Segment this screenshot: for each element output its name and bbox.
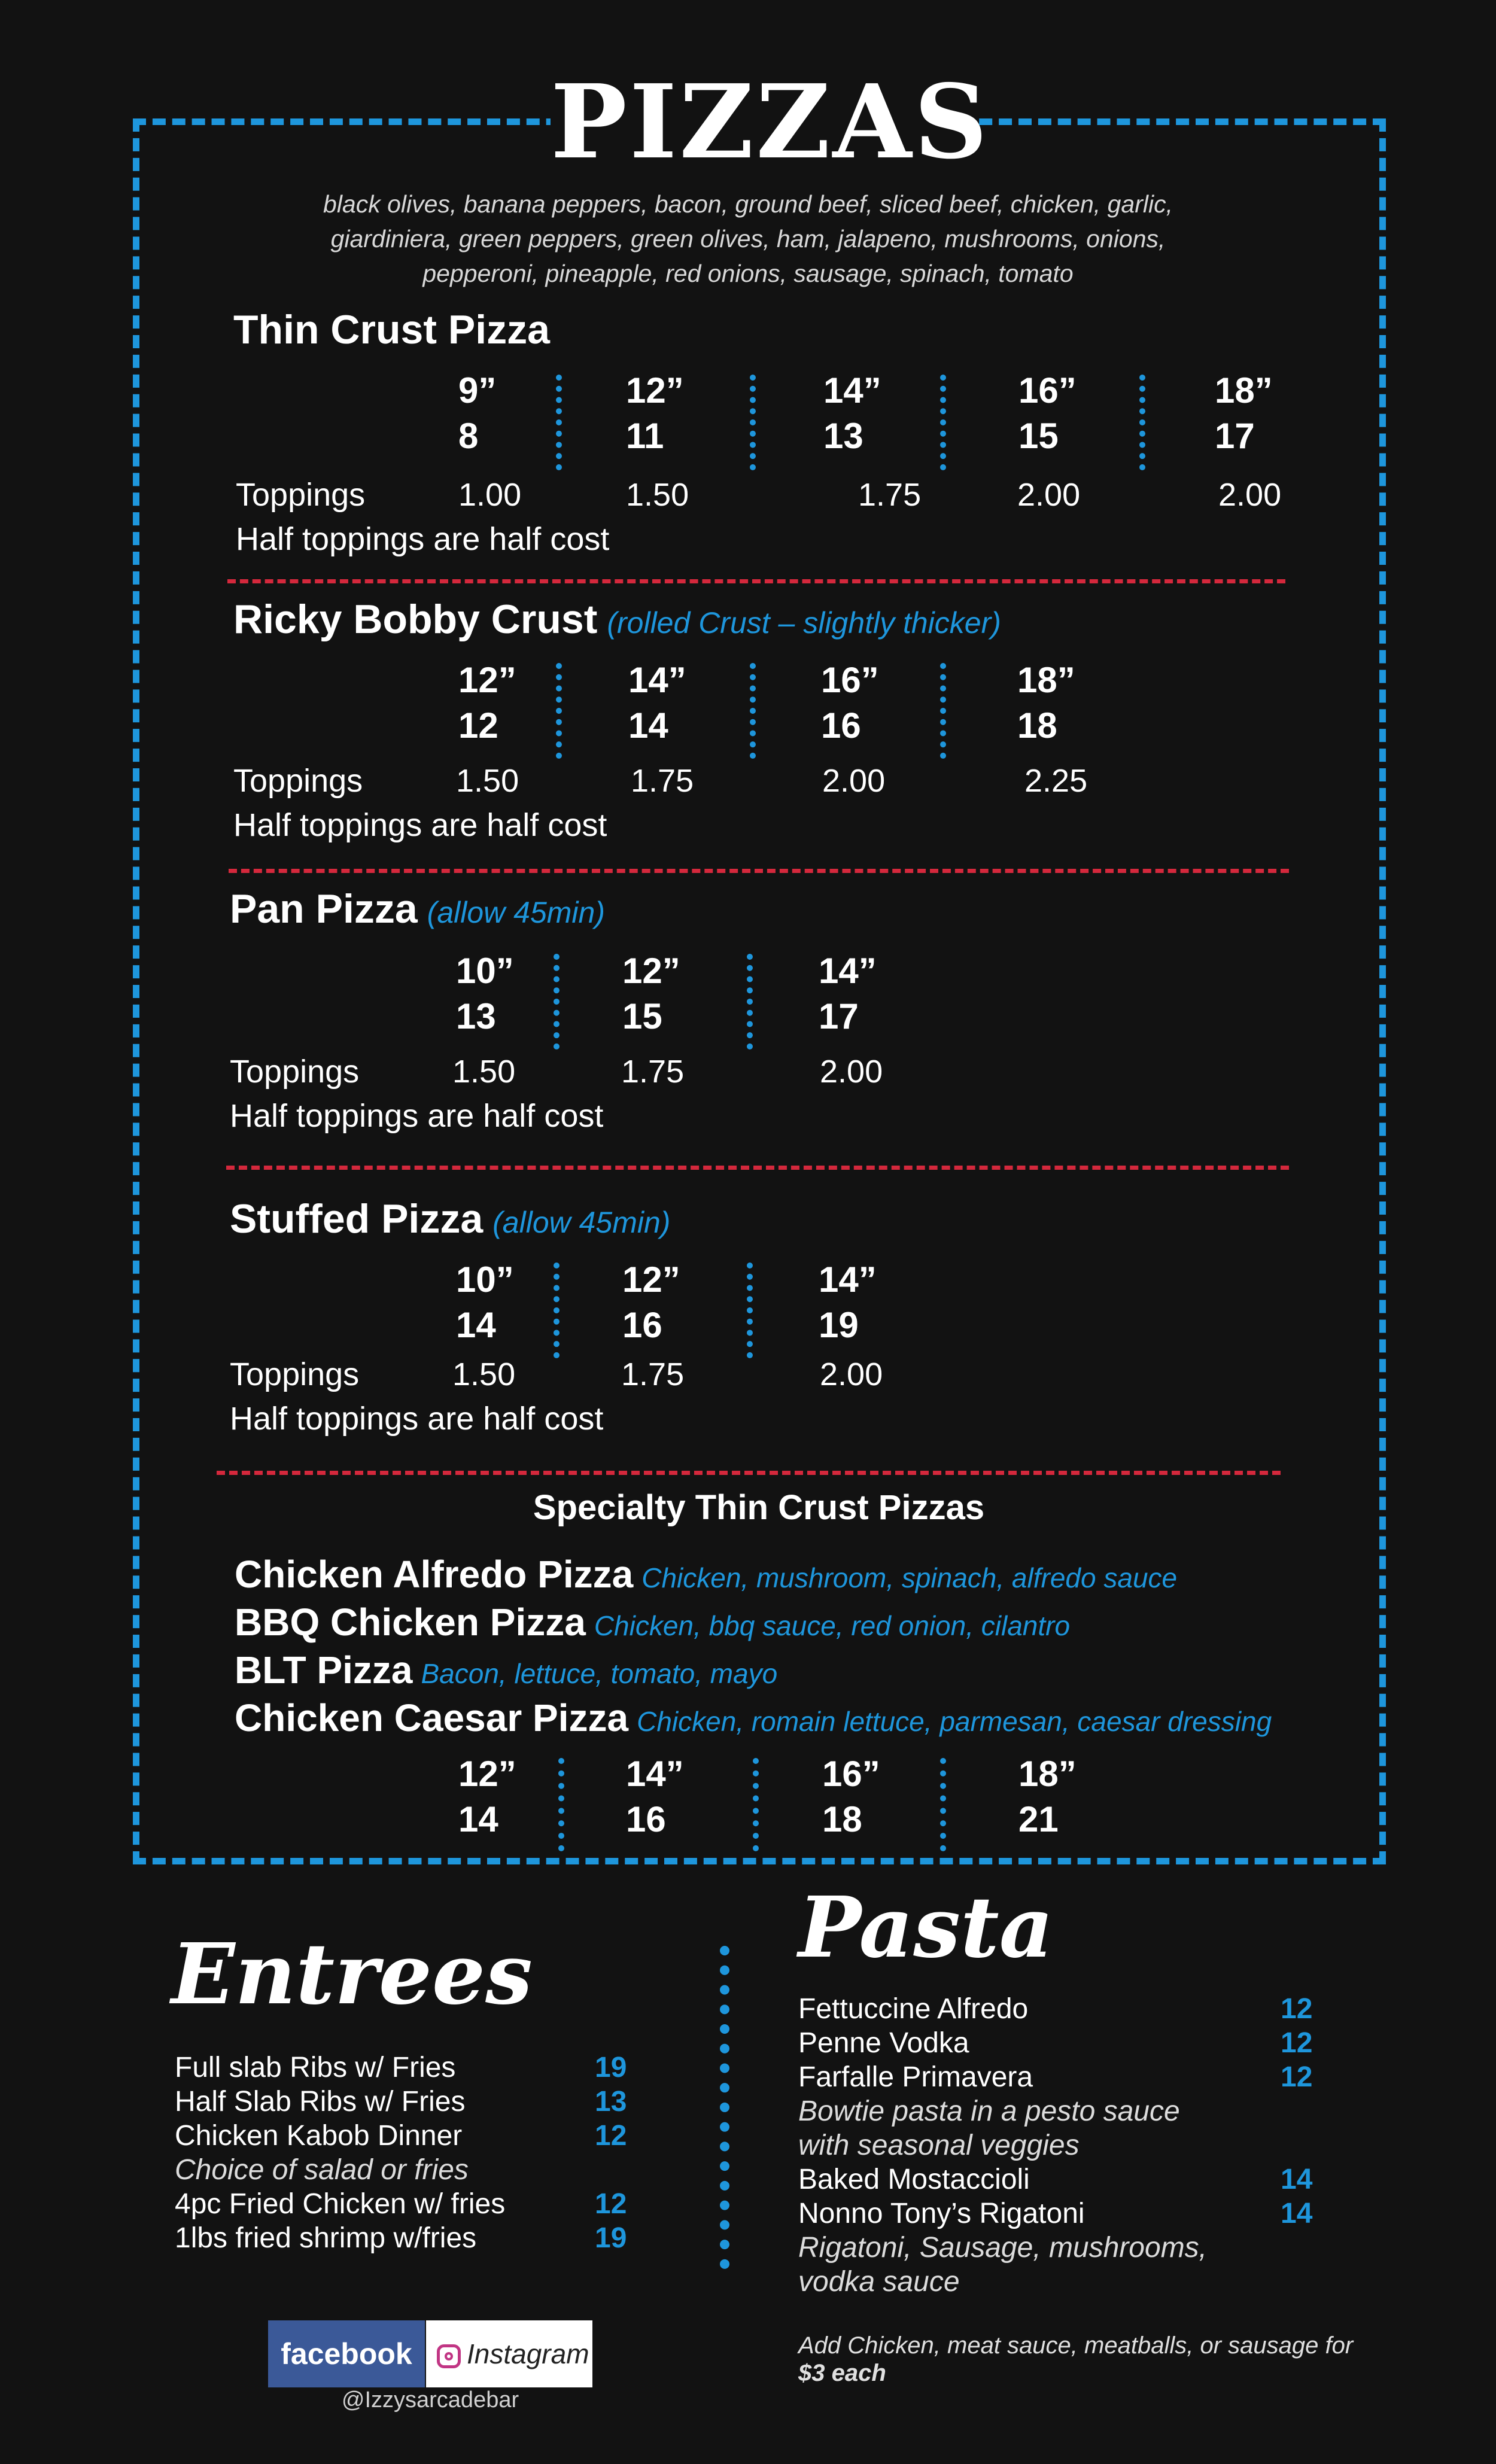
- entree-item: Full slab Ribs w/ Fries: [175, 2052, 456, 2083]
- addon-text: Add Chicken, meat sauce, meatballs, or sausage for: [798, 2332, 1354, 2359]
- pasta-item: Farfalle Primavera: [798, 2061, 1033, 2093]
- size-label: 16”: [821, 660, 879, 700]
- column-divider: [556, 375, 562, 470]
- section-note: (allow 45min): [492, 1206, 671, 1239]
- size-label: 14”: [819, 1260, 877, 1300]
- pasta-item: Baked Mostaccioli: [798, 2164, 1030, 2195]
- price-value: 18: [822, 1799, 862, 1839]
- column-divider: [940, 1758, 946, 1851]
- section-divider: [217, 1471, 1281, 1475]
- pasta-item: Nonno Tony’s Rigatoni: [798, 2198, 1085, 2229]
- price-value: 16: [622, 1305, 662, 1345]
- specialty-item: BLT Pizza Bacon, lettuce, tomato, mayo: [235, 1648, 778, 1692]
- price-value: 14: [628, 705, 668, 746]
- topping-price: 2.00: [820, 1356, 883, 1392]
- size-label: 18”: [1018, 1754, 1077, 1794]
- price-value: 13: [823, 416, 863, 456]
- size-label: 10”: [456, 1260, 514, 1300]
- toppings-label: Toppings: [230, 1054, 360, 1090]
- price-value: 15: [1018, 416, 1059, 456]
- price-value: 11: [626, 416, 664, 456]
- topping-price: 1.50: [626, 477, 689, 513]
- pasta-title: Pasta: [798, 1879, 1054, 1977]
- section-note: (allow 45min): [427, 896, 605, 929]
- pasta-item: Fettuccine Alfredo: [798, 1993, 1029, 2025]
- section-title-stuffed: Stuffed Pizza (allow 45min): [230, 1196, 671, 1242]
- specialty-desc: Chicken, bbq sauce, red onion, cilantro: [594, 1610, 1071, 1641]
- price-value: 14: [456, 1305, 496, 1345]
- section-divider: [227, 579, 1285, 583]
- entree-note: Choice of salad or fries: [175, 2154, 469, 2186]
- topping-price: 1.75: [621, 1356, 685, 1392]
- price-value: 16: [821, 705, 861, 746]
- price-value: 18: [1017, 705, 1057, 746]
- column-divider: [1139, 375, 1145, 470]
- price-value: 8: [458, 416, 479, 456]
- toppings-label: Toppings: [230, 1356, 360, 1392]
- specialty-item: Chicken Caesar Pizza Chicken, romain lettuce, parmesan, caesar dressing: [235, 1696, 1272, 1739]
- size-label: 16”: [1018, 370, 1077, 410]
- topping-price: 1.50: [452, 1356, 516, 1392]
- topping-price: 2.00: [1017, 477, 1081, 513]
- price-value: 21: [1018, 1799, 1059, 1839]
- pasta-price: 12: [1281, 2027, 1313, 2059]
- toppings-line: giardiniera, green peppers, green olives, ham, jalapeno, mushrooms, onions,: [330, 225, 1166, 253]
- entree-item: Chicken Kabob Dinner: [175, 2120, 463, 2152]
- toppings-label: Toppings: [233, 763, 363, 799]
- toppings-list: [281, 187, 1215, 291]
- entree-item: 4pc Fried Chicken w/ fries: [175, 2188, 506, 2220]
- size-label: 9”: [458, 370, 497, 410]
- page-title: PIZZAS: [551, 62, 990, 182]
- column-divider: [558, 1758, 564, 1851]
- half-toppings-note: Half toppings are half cost: [233, 807, 607, 843]
- price-value: 12: [458, 705, 498, 746]
- section-title-pan: Pan Pizza (allow 45min): [230, 886, 605, 932]
- entree-item: Half Slab Ribs w/ Fries: [175, 2086, 466, 2118]
- entree-item: 1lbs fried shrimp w/fries: [175, 2222, 477, 2254]
- half-toppings-note: Half toppings are half cost: [230, 1098, 604, 1134]
- entree-price: 12: [595, 2188, 627, 2220]
- half-toppings-note: Half toppings are half cost: [236, 521, 610, 557]
- specialty-desc: Chicken, mushroom, spinach, alfredo sauce: [641, 1562, 1178, 1593]
- section-title-ricky-bobby: Ricky Bobby Crust (rolled Crust – slightly thicker): [233, 597, 1001, 642]
- entree-price: 12: [595, 2120, 627, 2152]
- size-label: 14”: [819, 951, 877, 991]
- column-divider: [747, 954, 753, 1050]
- column-divider: [720, 1946, 729, 2269]
- specialty-item: Chicken Alfredo Pizza Chicken, mushroom, spinach, alfredo sauce: [235, 1553, 1178, 1596]
- entree-price: 13: [595, 2086, 627, 2118]
- column-divider: [750, 663, 756, 759]
- specialty-item: BBQ Chicken Pizza Chicken, bbq sauce, red onion, cilantro: [235, 1601, 1071, 1644]
- half-toppings-note: Half toppings are half cost: [230, 1401, 604, 1437]
- facebook-label: facebook: [281, 2337, 412, 2371]
- section-divider: [226, 1166, 1289, 1170]
- price-value: 17: [819, 996, 859, 1036]
- size-label: 14”: [823, 370, 881, 410]
- topping-price: 1.00: [458, 477, 522, 513]
- entree-price: 19: [595, 2222, 627, 2254]
- topping-price: 2.00: [822, 763, 886, 799]
- toppings-line: pepperoni, pineapple, red onions, sausage, spinach, tomato: [422, 260, 1074, 287]
- column-divider: [554, 954, 560, 1050]
- size-label: 18”: [1215, 370, 1273, 410]
- size-label: 12”: [622, 1260, 680, 1300]
- price-value: 13: [456, 996, 496, 1036]
- addon-price: $3 each: [798, 2360, 886, 2386]
- price-value: 17: [1215, 416, 1255, 456]
- topping-price: 1.50: [452, 1054, 516, 1090]
- size-label: 12”: [458, 1754, 516, 1794]
- price-value: 19: [819, 1305, 859, 1345]
- specialty-desc: Chicken, romain lettuce, parmesan, caesar dressing: [637, 1706, 1272, 1737]
- price-value: 16: [626, 1799, 666, 1839]
- column-divider: [556, 663, 562, 759]
- instagram-icon: [437, 2344, 461, 2368]
- size-label: 12”: [626, 370, 684, 410]
- instagram-label: Instagram: [467, 2338, 589, 2369]
- section-note: (rolled Crust – slightly thicker): [607, 606, 1001, 640]
- entree-price: 19: [595, 2052, 627, 2083]
- column-divider: [750, 375, 756, 470]
- topping-price: 2.00: [820, 1054, 883, 1090]
- toppings-label: Toppings: [236, 477, 366, 513]
- topping-price: 1.50: [456, 763, 519, 799]
- price-value: 15: [622, 996, 662, 1036]
- pasta-price: 14: [1281, 2164, 1313, 2195]
- instagram-badge[interactable]: [426, 2320, 592, 2387]
- pasta-addon-note: [798, 2332, 1457, 2387]
- facebook-badge[interactable]: [268, 2320, 425, 2387]
- price-value: 14: [458, 1799, 498, 1839]
- size-label: 16”: [822, 1754, 880, 1794]
- size-label: 14”: [628, 660, 686, 700]
- section-divider: [229, 869, 1289, 873]
- column-divider: [753, 1758, 759, 1851]
- pasta-price: 12: [1281, 2061, 1313, 2093]
- size-label: 12”: [622, 951, 680, 991]
- column-divider: [747, 1263, 753, 1358]
- pasta-note: vodka sauce: [798, 2266, 960, 2298]
- column-divider: [554, 1263, 560, 1358]
- entrees-title: Entrees: [171, 1925, 533, 2024]
- size-label: 14”: [626, 1754, 684, 1794]
- column-divider: [940, 663, 946, 759]
- pasta-item: Penne Vodka: [798, 2027, 969, 2059]
- specialty-desc: Bacon, lettuce, tomato, mayo: [421, 1658, 778, 1689]
- social-handle: @Izzysarcadebar: [341, 2387, 519, 2413]
- topping-price: 1.75: [621, 1054, 685, 1090]
- pasta-note: Rigatoni, Sausage, mushrooms,: [798, 2232, 1208, 2264]
- section-title-thin-crust: Thin Crust Pizza: [233, 307, 550, 352]
- toppings-line: black olives, banana peppers, bacon, ground beef, sliced beef, chicken, garlic,: [323, 190, 1173, 218]
- topping-price: 2.25: [1024, 763, 1088, 799]
- pasta-note: with seasonal veggies: [798, 2130, 1080, 2161]
- pasta-price: 12: [1281, 1993, 1313, 2025]
- column-divider: [940, 375, 946, 470]
- specialty-heading: Specialty Thin Crust Pizzas: [533, 1488, 985, 1527]
- size-label: 10”: [456, 951, 514, 991]
- topping-price: 1.75: [631, 763, 694, 799]
- size-label: 12”: [458, 660, 516, 700]
- topping-price: 2.00: [1218, 477, 1282, 513]
- pasta-price: 14: [1281, 2198, 1313, 2229]
- topping-price: 1.75: [858, 477, 922, 513]
- pasta-note: Bowtie pasta in a pesto sauce: [798, 2095, 1180, 2127]
- size-label: 18”: [1017, 660, 1075, 700]
